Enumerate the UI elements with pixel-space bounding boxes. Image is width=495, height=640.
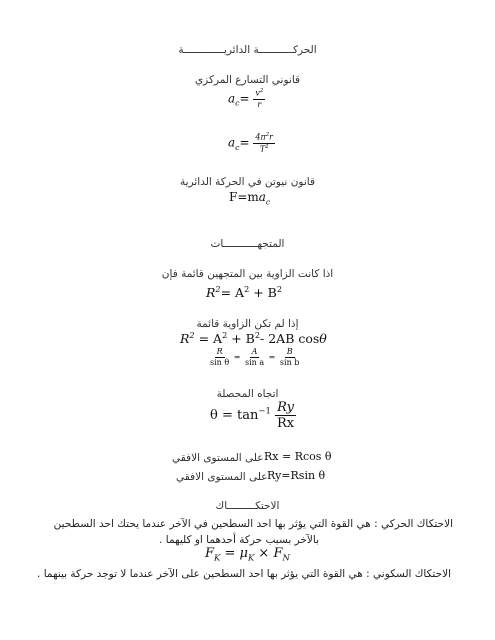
equation-law-of-cosines: $R^2 = A^2 + B^2-$ 2AB cosθ [180,330,327,347]
kinetic-friction-definition-line2: بالآخر بسبب حركة أحدهما او كليهما . [159,534,319,546]
equation-ac-period: $a_c=$ $\frac{4\pi^2r}{T^2}$ [228,132,273,154]
equation-pythagorean: $R^2= A^2 + B^2$ [206,284,283,301]
equation-ry: Ry=Rsin θ [267,469,326,482]
horizontal-plane-label: على المستوى الافقي [172,452,264,464]
non-right-angle-condition: إذا لم تكن الزاوية قائمة [196,318,299,330]
equation-kinetic-friction: $F_K = \mu_K \times F_N$ [205,546,290,563]
kinetic-friction-definition-line1: الاحتكاك الحركي : هي القوة التي يؤثر بها احد السطحين في الآخر عندما يحتك احد السطحين [53,518,453,530]
equation-rx: Rx = Rcos θ [264,450,332,463]
static-friction-definition: الاحتكاك السكوني : هي القوة التي يؤثر بها احد السطحين على الآخر عندما لا توجد حركة بينهما . [37,568,451,580]
newton-circular-title: قانون نيوتن في الحركة الدائرية [180,176,315,188]
centripetal-title: قانوني التسارع المركزي [194,74,301,86]
heading-friction: الاحتكـــــــــاك [215,500,280,512]
resultant-direction-title: اتجاه المحصلة [216,388,279,400]
equation-ac-velocity: $a_c=$ $\frac{v^2}{r}$ [228,88,264,109]
equation-resultant-angle: $\theta = \tan^{-1}$ $\frac{Ry}{Rx}$ [210,400,295,431]
heading-vectors: المتجهـــــــــــات [210,238,285,250]
equation-law-of-sines: $\frac{R}{\text{sin θ}}$ = $\frac{A}{\text{sin a}}$ = $\frac{B}{\text{sin b}}$ [210,347,300,367]
heading-circular-motion: الحركـــــــــــة الدائريـــــــــــــة [178,44,317,56]
right-angle-condition: اذا كانت الزاوية بين المتجهين قائمة فإن [161,268,334,280]
equation-newton-circular: $F=ma_c$ [229,190,271,207]
vertical-plane-label: على المستوى الافقي [176,471,268,483]
